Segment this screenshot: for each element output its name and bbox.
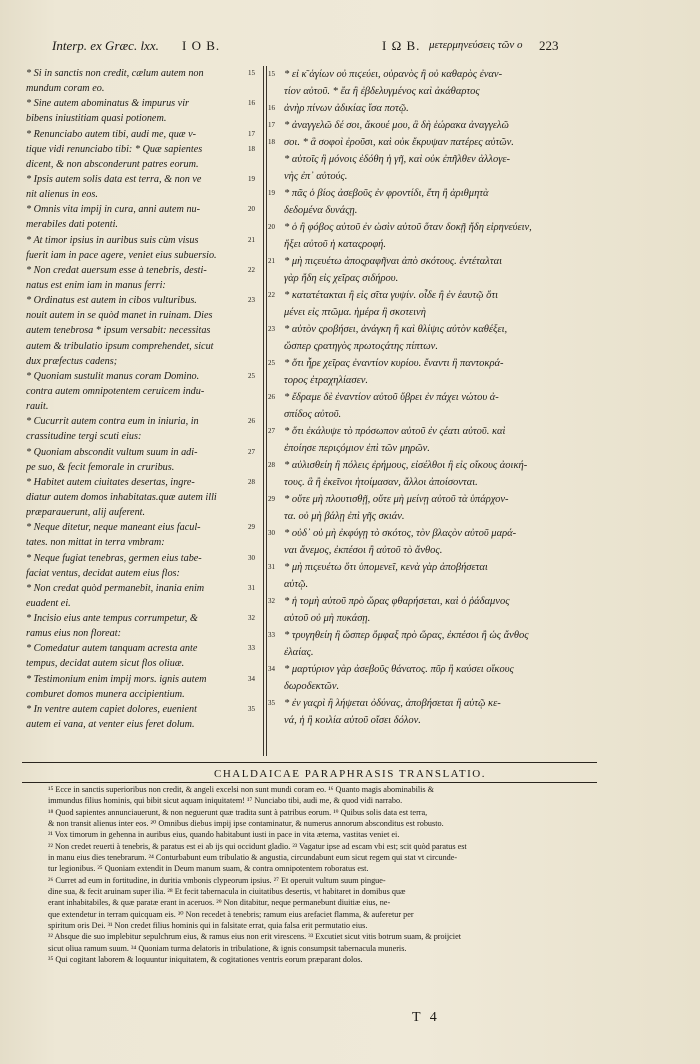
greek-verse-numbers (268, 66, 280, 729)
greek-text-line: * πᾶς ὁ βίος ἀσεβοῦς ἐν φροντίδι, ἔτη ἢ ἀριθμητὰ (284, 188, 489, 199)
verse-number (248, 656, 262, 671)
verse-number: 25 (248, 371, 255, 380)
latin-text-line: crassitudine tergi scuti eius: (26, 431, 142, 443)
verse-number: 15 (248, 69, 255, 77)
chaldaic-text-line: & non transit alienus inter eos. ²⁰ Omnibus diebus impij ipse contaminatur, & numerus annorum absconditus est robusto. (48, 819, 444, 829)
greek-text-line: αὐτοῦ οὐ μὴ πυκάσῃ. (284, 613, 371, 624)
greek-text-line: * τρυγηθείη ἢ ὥσπερ ὄμφαξ πρὸ ὥρας, ἐκπέσοι ἢ ὡς ἄνθος (284, 630, 529, 641)
greek-text-line: * ἡ τομὴ αὐτοῦ πρὸ ὥρας φθαρήσεται, καὶ ὁ ῥάδαμνος (284, 596, 510, 607)
verse-number: 16 (268, 104, 275, 112)
verse-number (268, 372, 280, 389)
latin-column (26, 66, 256, 732)
verse-number: 15 (268, 70, 275, 78)
verse-number (268, 644, 280, 661)
latin-text-line: dicent, & non absconderunt patres eorum. (26, 158, 199, 170)
verse-number: 18 (248, 144, 255, 153)
greek-text-line: ἐποίησε περιςόμιον ἐπὶ τῶν μηρῶν. (284, 443, 430, 454)
greek-text-line: δεδομένα δυνάςῃ. (284, 205, 358, 216)
verse-number (268, 168, 280, 185)
verse-number (248, 187, 262, 202)
verse-number (268, 236, 280, 253)
verse-number: 23 (248, 296, 255, 305)
verse-number: 27 (248, 447, 255, 456)
greek-text-line: * αὐτὸν ςροβήσει, ἀνάγκη ἢ καὶ θλίψις αὐτὸν καθέξει, (284, 324, 508, 335)
latin-text-line: tique vidi renunciabo tibi: * Quæ sapientes (26, 143, 203, 155)
greek-text-line: σοι. * ἃ σοφοὶ ἐροῦσι, καὶ οὐκ ἔκρυψαν πατέρες αὐτῶν. (284, 137, 514, 148)
latin-text-line: natus est enim iam in manus ferri: (26, 279, 166, 291)
verse-number: 32 (268, 597, 275, 605)
page-number: 223 (539, 38, 559, 53)
greek-text-line: * ὅτι ἐκάλυψε τὸ πρόσωπον αὐτοῦ ἐν ςέατι αὐτοῦ. καὶ (284, 426, 506, 437)
verse-number (248, 626, 262, 641)
verse-number: 25 (268, 359, 275, 367)
verse-number (268, 202, 280, 219)
verse-number: 21 (268, 257, 275, 265)
verse-number: 27 (268, 427, 275, 435)
running-header (52, 38, 590, 60)
greek-text-line: * αὐτοῖς ἢ μόνοις ἐδόθη ἡ γῆ, καὶ οὐκ ἐπῆλθεν ἀλλογε- (284, 154, 510, 165)
verse-number: 22 (268, 291, 275, 299)
greek-text-line: ὥσπερ ςρατηγὸς πρωτοςάτης πίπτων. (284, 341, 438, 352)
verse-number (248, 308, 262, 323)
verse-number: 20 (248, 205, 255, 214)
greek-text-line: σπίδος αὐτοῦ. (284, 409, 342, 420)
latin-text-line: diatur autem domos inhabitatas.quæ autem illi (26, 491, 217, 503)
latin-text-line: mundum coram eo. (26, 83, 105, 95)
chaldaic-text-line: spiritum oris Dei. ³¹ Non credet filius hominis qui in falsitate errat, quia falsa erit permutatio eius. (48, 921, 368, 931)
latin-text-line: comburet domos munera accipientium. (26, 688, 185, 700)
chaldaic-text-line: ²² Non credet reuerti à tenebris, & paratus est ei ab ijs qui occidunt gladio. ²³ Vagatur ipse ad escam vbi est; scit quòd paratus est (48, 841, 467, 851)
latin-text-line: tates. non mittat in terra vmbram: (26, 537, 165, 549)
verse-number (248, 535, 262, 550)
verse-number (268, 474, 280, 491)
verse-number: 29 (268, 495, 275, 503)
verse-number (248, 566, 262, 581)
section-rule-bottom (22, 782, 597, 783)
verse-number (248, 217, 262, 232)
verse-number: 16 (248, 99, 255, 108)
latin-text-line: nouit autem in se quòd manet in ruinam. Dies (26, 310, 213, 322)
verse-number: 35 (248, 704, 255, 713)
latin-text-line: bibens iniustitiam quasi potionem. (26, 113, 167, 125)
greek-text-line: * ὅτι ἦρε χεῖρας ἐναντίον κυρίου. ἔναντι ἢ παντοκρά- (284, 358, 504, 369)
verse-number (248, 339, 262, 354)
verse-number (248, 278, 262, 293)
verse-number: 17 (268, 121, 275, 129)
verse-number: 30 (268, 529, 275, 537)
verse-number (248, 354, 262, 369)
greek-text-line: τορος ἐτραχηλίασεν. (284, 375, 369, 386)
greek-text-line: τα. οὐ μὴ βάλῃ ἐπὶ γῆς σκιάν. (284, 511, 405, 522)
greek-text-line: * οὔτε μὴ πλουτισθῇ, οὔτε μὴ μείνῃ αὐτοῦ τὰ ὑπάρχον- (284, 494, 509, 505)
greek-text-line: * ὁ ἢ φόβος αὐτοῦ ἐν ὠσὶν αὐτοῦ ὅταν δοκῇ ἤδη εἰρηνεύειν, (284, 222, 532, 233)
chaldaic-text-line: ³⁵ Qui cogitant laborem & loquuntur iniquitatem, & cogitationes ventris eorum præparant dolos. (48, 955, 363, 965)
latin-text-line: ramus eius non floreat: (26, 628, 121, 640)
latin-text-line: euadent ei. (26, 597, 71, 609)
verse-number (268, 678, 280, 695)
greek-text-line: δωροδεκτῶν. (284, 681, 340, 692)
header-book-latin: I O B. (182, 38, 221, 53)
verse-number: 17 (248, 129, 255, 138)
latin-text-line: * Quoniam sustulit manus coram Domino. (26, 370, 200, 382)
greek-text-line: * μὴ πιςευέτω ὅτι ὑπομενεῖ, κενὰ γὰρ ἀποβήσεται (284, 562, 488, 573)
chaldaic-text-line: ²⁶ Curret ad eum in fortitudine, in duritia vmbonis clypeorum ipsius. ²⁷ Et operuit vultum suum pingue- (48, 875, 386, 885)
latin-text-line: faciat ventus, decidat autem eius flos: (26, 567, 180, 579)
latin-text-line: contra autem omnipotentem ceruicem indu- (26, 385, 205, 397)
greek-text-line: * μὴ πιςευέτω ἀποςραφῆναι ἀπὸ σκότους. ἐντέταλται (284, 256, 503, 267)
greek-text-line: αὐτῷ. (284, 579, 309, 590)
chaldaic-text-line: in manu eius dies tenebrarum. ²⁴ Conturbabunt eum tribulatio & angustia, circundabunt eum sicut regem qui stat vt circunde- (48, 853, 458, 863)
latin-text-line: * Comedatur autem tanquam acresta ante (26, 643, 198, 655)
latin-text-line: * Habitet autem ciuitates desertas, ingre- (26, 476, 195, 488)
chaldaic-text-line: dine sua, & fecit aruinam super ilia. ²⁸ Et fecit tabernacula in ciuitatibus desertis, vt habitaret in domibus quæ (48, 887, 406, 897)
verse-number: 31 (248, 583, 255, 592)
latin-text-line: * Incisio eius ante tempus corrumpetur, & (26, 613, 198, 625)
latin-text-line: * Testimonium enim impij mors. ignis autem (26, 673, 207, 685)
verse-number: 18 (268, 138, 275, 146)
verse-number (268, 151, 280, 168)
greek-text-line: ἀνὴρ πίνων ἀδικίας ἴσα ποτῷ. (284, 103, 409, 114)
verse-number: 19 (248, 174, 255, 183)
latin-text-line: autem ei vana, at venter eius feret dolum. (26, 719, 195, 731)
chaldaic-paraphrase (48, 784, 593, 966)
verse-number: 34 (248, 674, 255, 683)
greek-text-line: * εἰ κ͂ ἁγίων οὐ πιϛεύει, οὐρανὸς ἢ οὐ καθαρὸς ἐναν- (284, 69, 503, 80)
greek-text-line: ναι ἄνεμος, ἐκπέσοι ἢ αὐτοῦ τὸ ἄνθος. (284, 545, 443, 556)
latin-text-line: * Cucurrit autem contra eum in iniuria, in (26, 416, 199, 428)
verse-number (248, 248, 262, 263)
verse-number (248, 490, 262, 505)
latin-text-line: merabiles dati potenti. (26, 219, 118, 231)
verse-number: 35 (268, 699, 275, 707)
verse-number (268, 508, 280, 525)
verse-number: 26 (268, 393, 275, 401)
greek-text-line: ἐλαίας. (284, 647, 314, 658)
chaldaic-section-title: CHALDAICAE PARAPHRASIS TRANSLATIO. (214, 768, 486, 780)
header-book-greek: I Ω B. (382, 38, 421, 53)
latin-text-line: pe suo, & fecit femorale in cruribus. (26, 461, 175, 473)
latin-text-line: rauit. (26, 401, 49, 413)
latin-verse-numbers (248, 66, 262, 732)
latin-text-line: autem & tribulatio ipsum comprehendet, sicut (26, 340, 214, 352)
verse-number (268, 576, 280, 593)
section-rule-top (22, 762, 597, 763)
greek-text-line: ἥξει αὐτοῦ ἡ καταςροφή. (284, 239, 387, 250)
latin-text-line: * Si in sanctis non credit, cælum autem non (26, 68, 204, 79)
column-divider (266, 66, 267, 756)
verse-number (248, 399, 262, 414)
header-left-title: Interp. ex Græc. lxx. (52, 38, 159, 53)
latin-text-line: fuerit iam in pace agere, veniet eius subuersio. (26, 249, 217, 261)
greek-text-line: * κατατέτακται ἢ εἰς σῖτα γυψίν. οἶδε ἢ ἐν ἑαυτῷ ὅτι (284, 290, 499, 301)
verse-number (248, 157, 262, 172)
verse-number (268, 270, 280, 287)
greek-text-line: * αὐλισθείη ἢ πόλεις ἐρήμους, εἰσέλθοι ἢ εἰς οἴκους ἀοική- (284, 460, 528, 471)
verse-number (268, 338, 280, 355)
verse-number: 21 (248, 235, 255, 244)
chaldaic-text-line: ²¹ Vox timorum in gehenna in auribus eius, quando habitabunt iusti in pace in vita æterna, vastitas veniet ei. (48, 830, 400, 840)
verse-number (248, 596, 262, 611)
verse-number (248, 384, 262, 399)
verse-number (268, 83, 280, 100)
verse-number (248, 460, 262, 475)
verse-number: 28 (248, 477, 255, 486)
verse-number: 22 (248, 265, 255, 274)
chaldaic-text-line: ³² Absque die suo implebitur sepulchrum eius, & ramus eius non erit virescens. ³³ Excutiet sicut vitis botrum suam, & proijciet (48, 932, 461, 942)
latin-text-line: * Ipsis autem solis data est terra, & non ve (26, 173, 202, 185)
greek-text-line: * ἐν γαςρὶ ἢ λήψεται ὀδύνας, ἀποβήσεται ἢ αὐτῷ κε- (284, 698, 501, 709)
verse-number (268, 406, 280, 423)
latin-text-line: præparauerunt, alij auferent. (26, 507, 146, 519)
verse-number (248, 687, 262, 702)
latin-text-line: dux præfectus cadens; (26, 355, 118, 367)
chaldaic-text-line: ¹⁵ Ecce in sanctis superioribus non credit, & angeli excelsi non sunt mundi coram eo. ¹⁶ Quanto magis abominabilis & (48, 785, 435, 794)
latin-text-line: * Neque ditetur, neque maneant eius facul- (26, 522, 201, 534)
greek-text-line: * μαρτύριον γὰρ ἀσεβοῦς θάνατος. πῦρ ἢ καύσει οἴκους (284, 664, 514, 675)
verse-number: 33 (248, 644, 255, 653)
verse-number: 30 (248, 553, 255, 562)
greek-column (284, 66, 584, 729)
signature-mark: T 4 (412, 1010, 440, 1025)
verse-number: 31 (268, 563, 275, 571)
latin-text-line: * Ordinatus est autem in cibos vulturibus. (26, 295, 197, 307)
greek-text-line: τίον αὐτοῦ. * ἔα ἢ ἐβδελυγμένος καὶ ἀκάθαρτος (284, 86, 480, 97)
greek-text-line: * ἔδραμε δὲ ἐναντίον αὐτοῦ ὕβρει ἐν πάχει νώτου ἀ- (284, 392, 499, 403)
latin-text-line: * Non credat auersum esse à tenebris, desti- (26, 264, 207, 276)
greek-text-line: νά, ἡ ἢ κοιλία αὐτοῦ οἴσει δόλον. (284, 715, 421, 726)
verse-number (248, 323, 262, 338)
latin-text-line: tempus, decidat autem sicut flos oliuæ. (26, 658, 185, 670)
verse-number: 19 (268, 189, 275, 197)
greek-text-line: μένει εἰς πτῶμα. ἡμέρα ἢ σκοτεινὴ (284, 307, 426, 318)
verse-number: 28 (268, 461, 275, 469)
verse-number: 26 (248, 417, 255, 426)
greek-text-line: γὰρ ἤδη εἰς χεῖρας σιδήρου. (284, 273, 399, 284)
verse-number: 34 (268, 665, 275, 673)
latin-text-line: * Sine autem abominatus & impurus vir (26, 98, 189, 110)
verse-number (248, 111, 262, 126)
verse-number: 33 (268, 631, 275, 639)
latin-text-line: * Non credat quòd permanebit, inania enim (26, 582, 205, 594)
chaldaic-text-line: immundus filius hominis, qui bibit sicut aquam iniquitatem! ¹⁷ Nunciabo tibi, audi me, & quod vidi narrabo. (48, 796, 403, 806)
verse-number: 32 (248, 614, 255, 623)
verse-number: 20 (268, 223, 275, 231)
verse-number (248, 81, 262, 96)
latin-text-line: * In ventre autem capiet dolores, euenient (26, 703, 197, 715)
verse-number (268, 610, 280, 627)
latin-text-line: * At timor ipsius in auribus suis cùm visus (26, 234, 199, 246)
verse-number (268, 712, 280, 729)
verse-number (248, 717, 262, 732)
header-greek-running: μετερμηνεύσεις τῶν ο (429, 39, 523, 51)
greek-text-line: * ἀναγγελῶ δέ σοι, ἄκουέ μου, ἃ δὴ ἑώρακα ἀναγγελῶ (284, 120, 509, 131)
latin-text-line: * Neque fugiat tenebras, germen eius tabe- (26, 552, 202, 564)
chaldaic-text-line: sicut oliua ramum suum. ³⁴ Quoniam turma delatoris in tribulatione, & ignis consumpsit tabernacula muneris. (48, 943, 407, 953)
greek-text-line: τους. ἃ ἢ ἐκεῖνοι ἡτοίμασαν, ἄλλοι ἀποίσονται. (284, 477, 478, 488)
verse-number (248, 505, 262, 520)
greek-text-line: νὴς ἐπ᾽ αὐτούς. (284, 171, 348, 182)
chaldaic-text-line: que extendetur in terram quicquam eis. ³⁰ Non recedet à tenebris; ramum eius arefaciet flamma, & auferetur per (48, 909, 414, 919)
verse-number (268, 304, 280, 321)
column-divider (263, 66, 264, 756)
verse-number: 29 (248, 523, 255, 532)
verse-number (268, 440, 280, 457)
chaldaic-text-line: ¹⁸ Quod sapientes annunciauerunt, & non neguerunt quæ tradita sunt à patribus eorum. ¹⁹ Quibus solis data est terra, (48, 807, 428, 817)
chaldaic-text-line: tur legionibus. ²⁵ Quoniam extendit in Deum manum suam, & contra omnipotentem roboratus est. (48, 864, 369, 874)
verse-number (248, 429, 262, 444)
verse-number: 23 (268, 325, 275, 333)
verse-number (268, 542, 280, 559)
latin-text-line: * Quoniam abscondit vultum suum in adi- (26, 446, 198, 458)
greek-text-line: * οὐδ᾽ οὐ μὴ ἐκφύγῃ τὸ σκότος, τὸν βλαςὸν αὐτοῦ μαρά- (284, 528, 517, 539)
chaldaic-text-line: erant inhabitabiles, & quæ paratæ erant in aceruos. ²⁹ Non ditabitur, neque permanebunt diuitiæ eius, ne- (48, 898, 391, 908)
latin-text-line: * Renunciabo autem tibi, audi me, quæ v- (26, 128, 197, 140)
latin-text-line: autem tenebrosa * ipsum versabit: necessitas (26, 325, 211, 337)
latin-text-line: * Omnis vita impij in cura, anni autem nu- (26, 204, 201, 216)
latin-text-line: nit alienus in eos. (26, 189, 98, 201)
